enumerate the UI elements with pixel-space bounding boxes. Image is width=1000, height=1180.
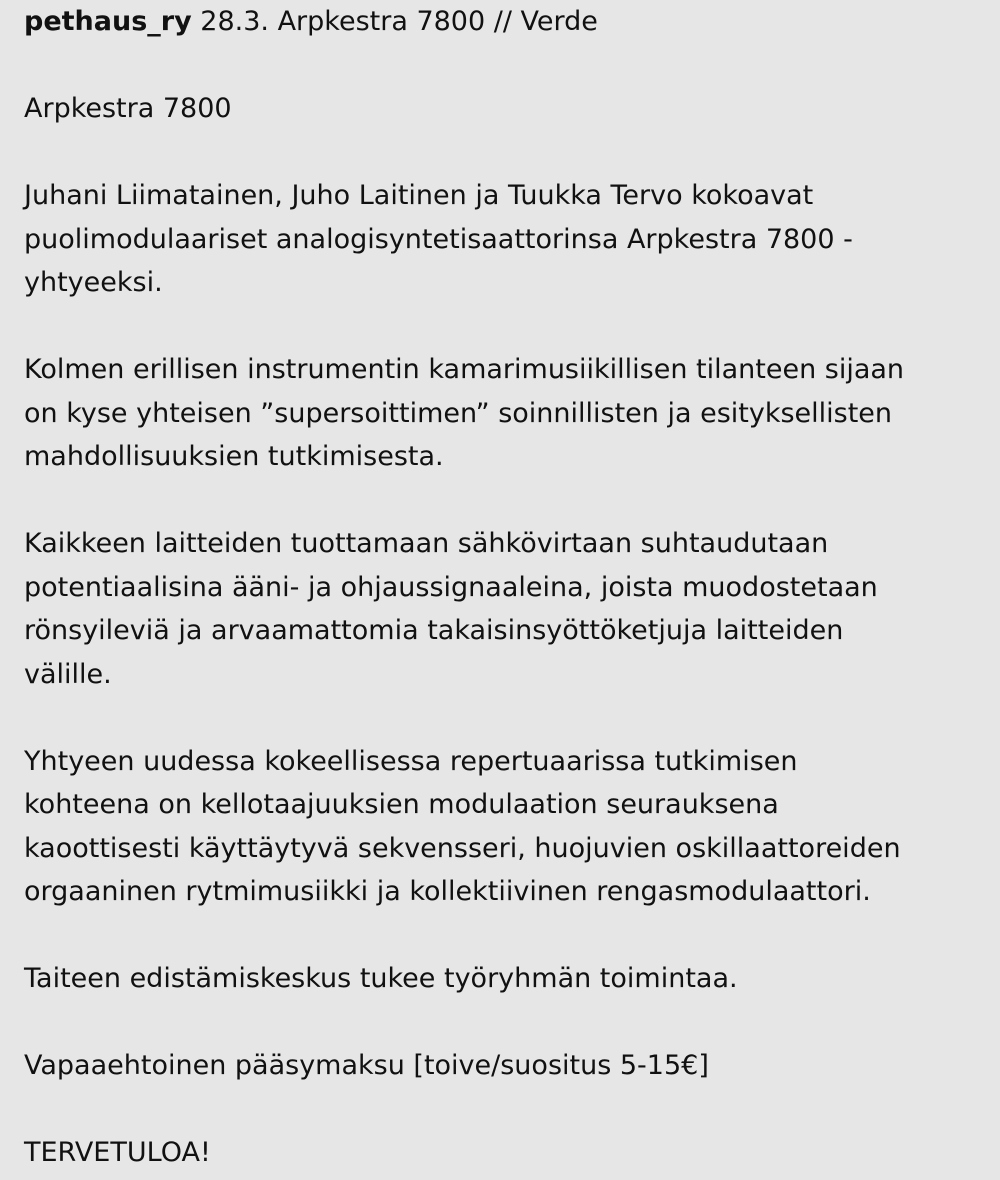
paragraph-line: TERVETULOA!	[24, 1137, 211, 1168]
paragraph	[24, 1044, 984, 1088]
paragraph-line: potentiaalisina ääni- ja ohjaussignaaleina, joista muodostetaan	[24, 571, 878, 603]
caption-title: 28.3. Arpkestra 7800 // Verde	[200, 6, 598, 37]
paragraph-line: rönsyileviä ja arvaamattomia takaisinsyöttöketjuja laitteiden	[24, 615, 844, 646]
username-link[interactable]: pethaus_ry	[24, 6, 192, 37]
caption-header	[24, 0, 984, 44]
paragraph-line: Kaikkeen laitteiden tuottamaan sähkövirtaan suhtaudutaan	[24, 528, 829, 559]
paragraph-line: yhtyeeksi.	[24, 267, 163, 298]
paragraph	[24, 740, 984, 914]
paragraph	[24, 174, 984, 305]
paragraph-line: on kyse yhteisen ”supersoittimen” soinnillisten ja esityksellisten	[24, 397, 893, 429]
paragraph-line: välille.	[24, 658, 112, 690]
paragraph	[24, 87, 984, 131]
paragraph-line: Yhtyeen uudessa kokeellisessa repertuaarissa tutkimisen	[24, 745, 798, 777]
paragraph-line: Juhani Liimatainen, Juho Laitinen ja Tuukka Tervo kokoavat	[24, 180, 814, 211]
paragraph-line: puolimodulaariset analogisyntetisaattorinsa Arpkestra 7800 -	[24, 223, 853, 255]
post-caption	[24, 0, 984, 1175]
paragraph-line: kohteena on kellotaajuuksien modulaation seurauksena	[24, 789, 779, 820]
paragraph-line: orgaaninen rytmimusiikki ja kollektiivinen rengasmodulaattori.	[24, 876, 871, 907]
paragraph	[24, 348, 984, 479]
paragraph-line: Arpkestra 7800	[24, 93, 232, 124]
paragraph-line: Taiteen edistämiskeskus tukee työryhmän toimintaa.	[24, 963, 738, 994]
paragraph-line: kaoottisesti käyttäytyvä sekvensseri, huojuvien oskillaattoreiden	[24, 832, 901, 864]
paragraph-line: Vapaaehtoinen pääsymaksu [toive/suositus 5-15€]	[24, 1050, 709, 1081]
paragraph-line: Kolmen erillisen instrumentin kamarimusiikillisen tilanteen sijaan	[24, 354, 905, 385]
paragraph	[24, 957, 984, 1001]
paragraph	[24, 1131, 984, 1175]
paragraph	[24, 522, 984, 696]
paragraph-line: mahdollisuuksien tutkimisesta.	[24, 441, 444, 472]
